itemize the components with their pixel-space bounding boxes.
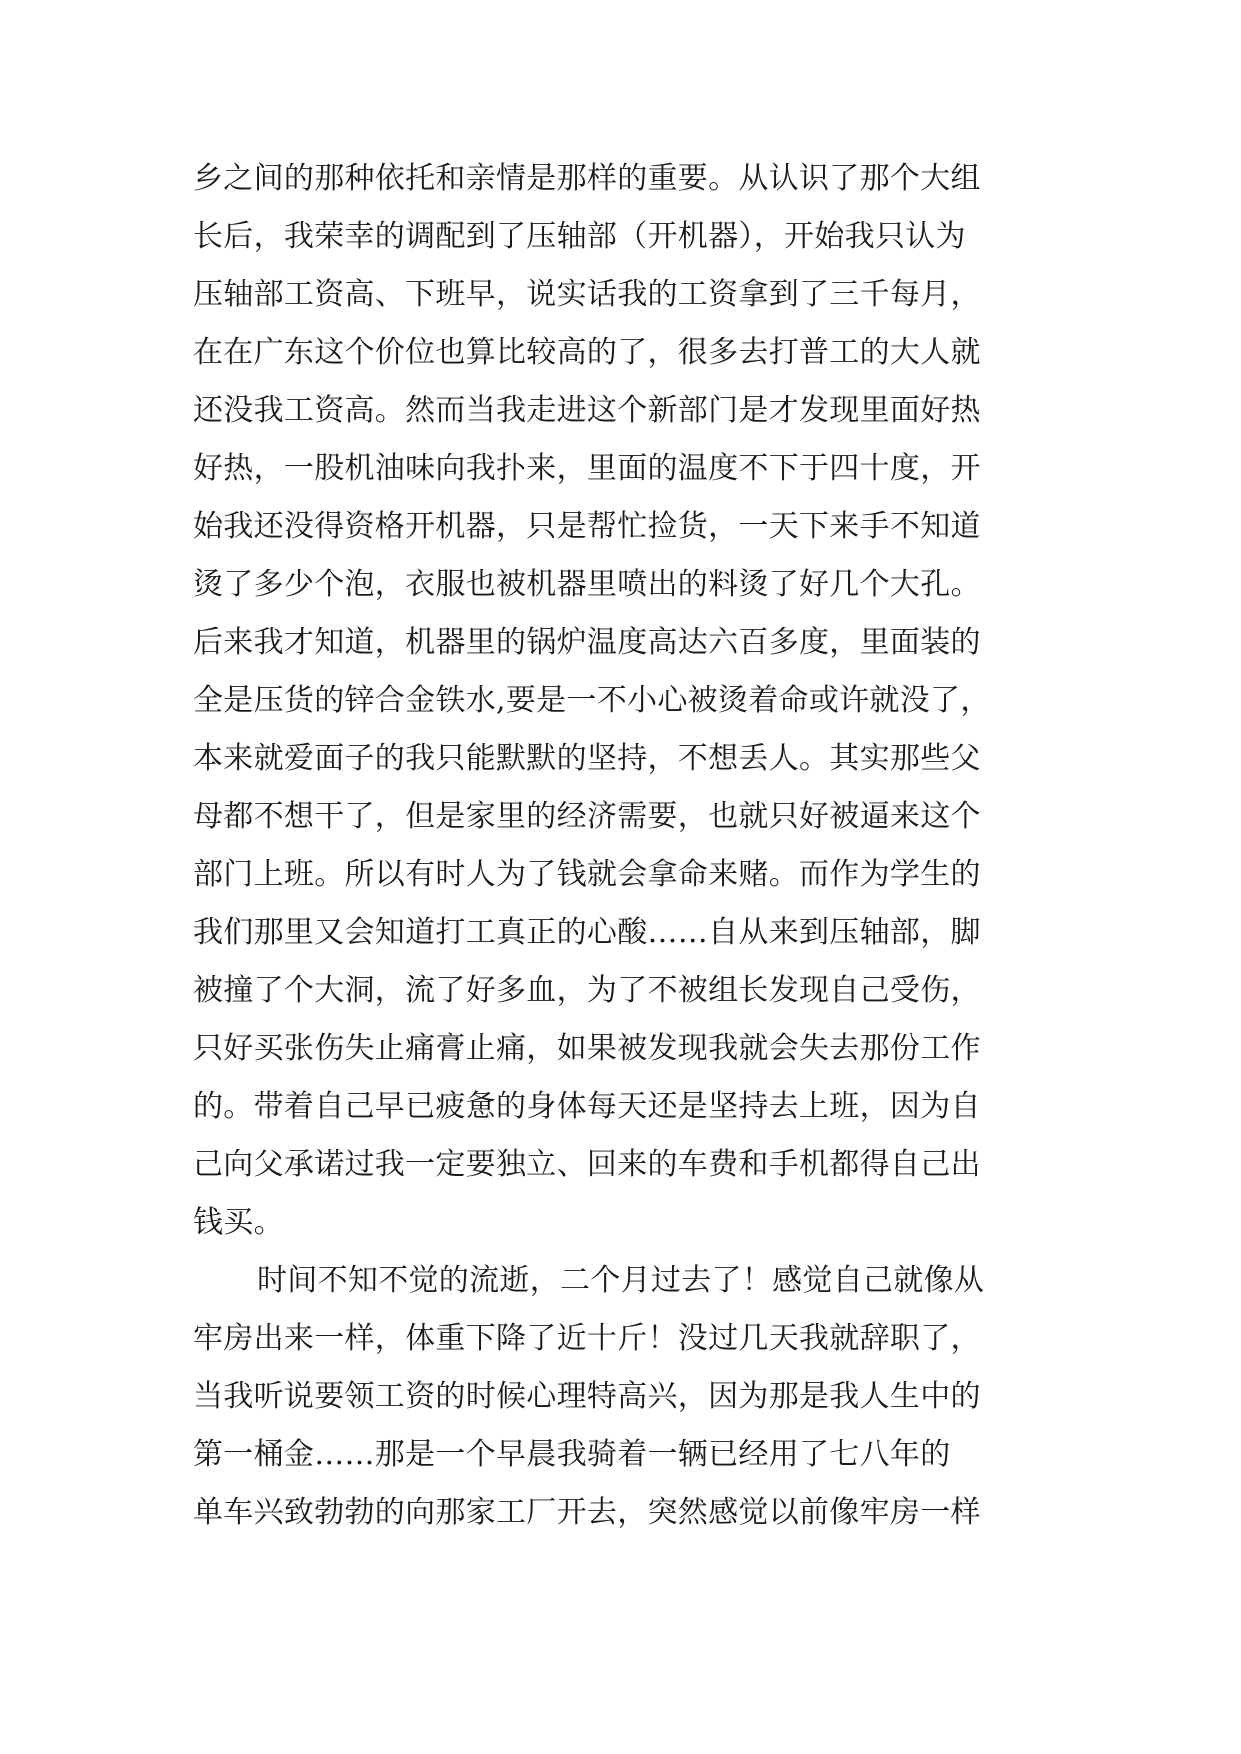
text-line: 后来我才知道，机器里的锅炉温度高达六百多度，里面装的 (193, 625, 981, 660)
text-line-indented: 时间不知不觉的流逝，二个月过去了！感觉自己就像从 (257, 1263, 985, 1298)
text-line: 钱买。 (193, 1205, 284, 1240)
text-line: 长后，我荣幸的调配到了压轴部（开机器），开始我只认为 (193, 219, 966, 254)
text-line: 本来就爱面子的我只能默默的坚持，不想丢人。其实那些父 (193, 741, 981, 776)
paragraph-1 (193, 150, 1053, 1252)
text-line: 当我听说要领工资的时候心理特高兴，因为那是我人生中的 (193, 1379, 981, 1414)
text-line: 己向父承诺过我一定要独立、回来的车费和手机都得自己出 (193, 1147, 981, 1182)
text-line: 全是压货的锌合金铁水,要是一不小心被烫着命或许就没了， (193, 683, 991, 718)
text-line: 母都不想干了，但是家里的经济需要，也就只好被逼来这个 (193, 799, 981, 834)
paragraph-2 (193, 1252, 1053, 1542)
text-line: 还没我工资高。然而当我走进这个新部门是才发现里面好热 (193, 393, 981, 428)
text-line: 乡之间的那种依托和亲情是那样的重要。从认识了那个大组 (193, 161, 981, 196)
text-line: 烫了多少个泡，衣服也被机器里喷出的料烫了好几个大孔。 (193, 567, 981, 602)
text-line: 第一桶金……那是一个早晨我骑着一辆已经用了七八年的 (193, 1437, 951, 1472)
text-line: 在在广东这个价位也算比较高的了，很多去打普工的大人就 (193, 335, 981, 370)
text-line: 好热，一股机油味向我扑来，里面的温度不下于四十度，开 (193, 451, 981, 486)
text-line: 的。带着自己早已疲惫的身体每天还是坚持去上班，因为自 (193, 1089, 981, 1124)
text-line: 牢房出来一样，体重下降了近十斤！没过几天我就辞职了， (193, 1321, 981, 1356)
text-line: 被撞了个大洞，流了好多血，为了不被组长发现自己受伤， (193, 973, 981, 1008)
text-line: 我们那里又会知道打工真正的心酸……自从来到压轴部，脚 (193, 915, 981, 950)
text-line: 部门上班。所以有时人为了钱就会拿命来赌。而作为学生的 (193, 857, 981, 892)
text-line: 单车兴致勃勃的向那家工厂开去，突然感觉以前像牢房一样 (193, 1495, 981, 1530)
body-text (193, 150, 1053, 1542)
text-line: 始我还没得资格开机器，只是帮忙捡货，一天下来手不知道 (193, 509, 981, 544)
text-line: 只好买张伤失止痛膏止痛，如果被发现我就会失去那份工作 (193, 1031, 981, 1066)
text-line: 压轴部工资高、下班早，说实话我的工资拿到了三千每月， (193, 277, 981, 312)
